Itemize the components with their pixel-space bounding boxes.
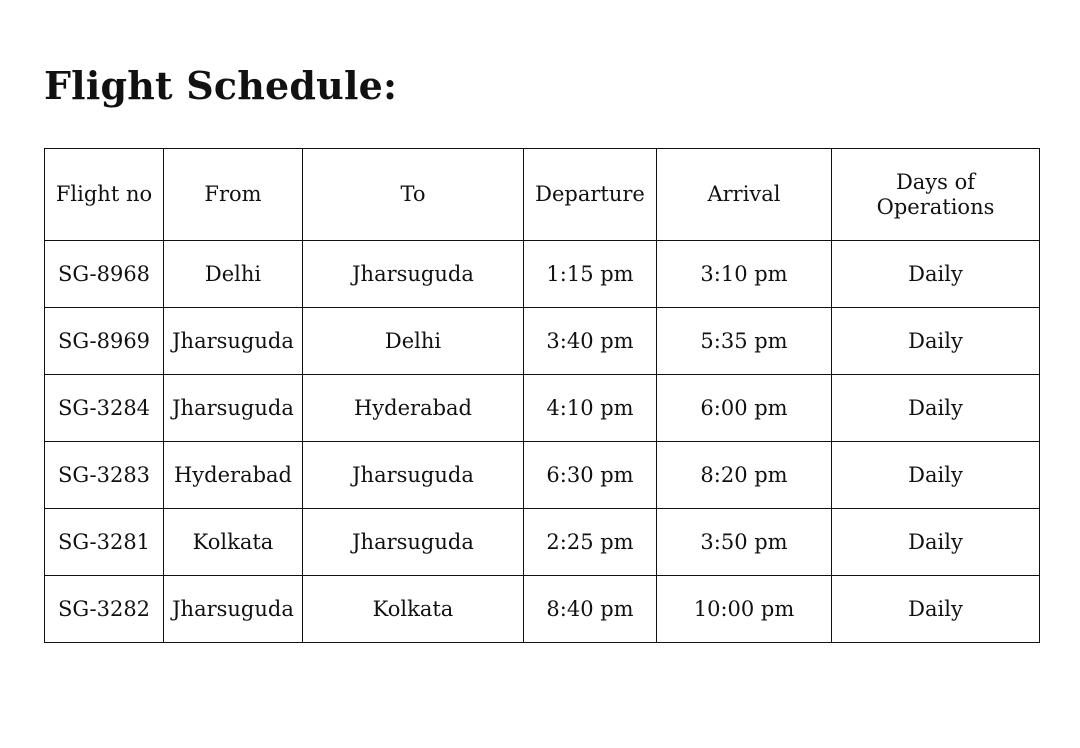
cell-from: Kolkata bbox=[164, 509, 303, 576]
cell-departure: 6:30 pm bbox=[524, 442, 657, 509]
cell-to: Jharsuguda bbox=[303, 442, 524, 509]
cell-days: Daily bbox=[832, 442, 1040, 509]
header-from: From bbox=[164, 149, 303, 241]
cell-flight-no: SG-3284 bbox=[45, 375, 164, 442]
cell-days: Daily bbox=[832, 375, 1040, 442]
table-row bbox=[45, 576, 1040, 643]
cell-flight-no: SG-3281 bbox=[45, 509, 164, 576]
header-days-of-operations: Days of Operations bbox=[832, 149, 1040, 241]
cell-days: Daily bbox=[832, 308, 1040, 375]
flight-schedule-table bbox=[44, 148, 1040, 643]
cell-to: Hyderabad bbox=[303, 375, 524, 442]
cell-to: Jharsuguda bbox=[303, 509, 524, 576]
cell-arrival: 8:20 pm bbox=[657, 442, 832, 509]
cell-to: Kolkata bbox=[303, 576, 524, 643]
table-row bbox=[45, 509, 1040, 576]
cell-to: Delhi bbox=[303, 308, 524, 375]
table-row bbox=[45, 375, 1040, 442]
cell-flight-no: SG-8968 bbox=[45, 241, 164, 308]
cell-arrival: 10:00 pm bbox=[657, 576, 832, 643]
cell-arrival: 6:00 pm bbox=[657, 375, 832, 442]
cell-days: Daily bbox=[832, 509, 1040, 576]
cell-arrival: 3:10 pm bbox=[657, 241, 832, 308]
cell-days: Daily bbox=[832, 576, 1040, 643]
cell-to: Jharsuguda bbox=[303, 241, 524, 308]
header-flight-no: Flight no bbox=[45, 149, 164, 241]
cell-from: Jharsuguda bbox=[164, 375, 303, 442]
cell-days: Daily bbox=[832, 241, 1040, 308]
header-arrival: Arrival bbox=[657, 149, 832, 241]
cell-flight-no: SG-3282 bbox=[45, 576, 164, 643]
table-row bbox=[45, 241, 1040, 308]
table-row bbox=[45, 308, 1040, 375]
cell-departure: 3:40 pm bbox=[524, 308, 657, 375]
cell-flight-no: SG-8969 bbox=[45, 308, 164, 375]
cell-arrival: 5:35 pm bbox=[657, 308, 832, 375]
cell-departure: 4:10 pm bbox=[524, 375, 657, 442]
cell-departure: 2:25 pm bbox=[524, 509, 657, 576]
table-row bbox=[45, 442, 1040, 509]
cell-from: Jharsuguda bbox=[164, 308, 303, 375]
cell-from: Delhi bbox=[164, 241, 303, 308]
cell-from: Jharsuguda bbox=[164, 576, 303, 643]
header-departure: Departure bbox=[524, 149, 657, 241]
cell-departure: 1:15 pm bbox=[524, 241, 657, 308]
cell-from: Hyderabad bbox=[164, 442, 303, 509]
cell-departure: 8:40 pm bbox=[524, 576, 657, 643]
table-header-row bbox=[45, 149, 1040, 241]
header-to: To bbox=[303, 149, 524, 241]
cell-arrival: 3:50 pm bbox=[657, 509, 832, 576]
cell-flight-no: SG-3283 bbox=[45, 442, 164, 509]
page-title: Flight Schedule: bbox=[44, 63, 398, 108]
